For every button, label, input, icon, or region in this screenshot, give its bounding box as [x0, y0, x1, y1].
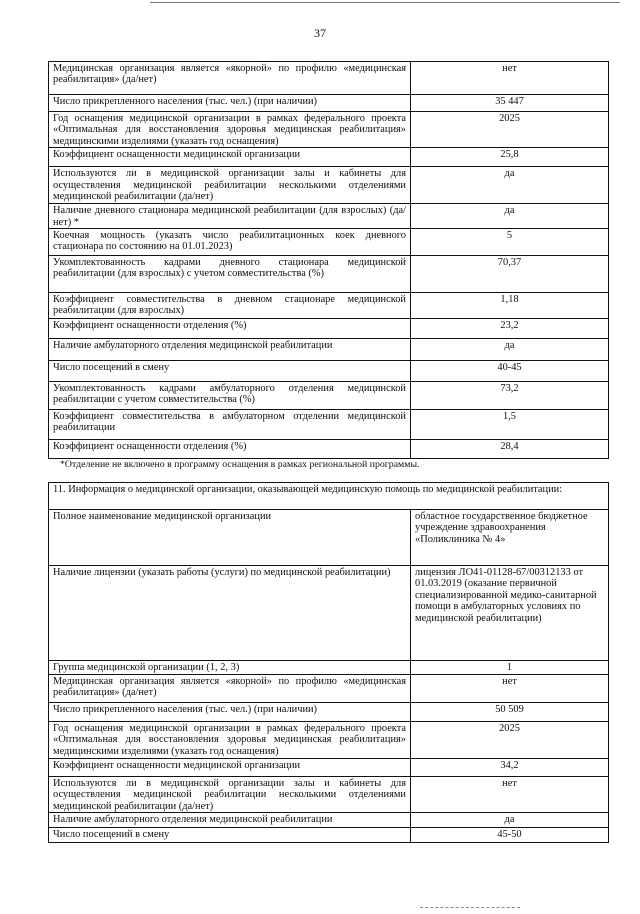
row-answer: 1,18	[411, 293, 609, 319]
table-row	[49, 293, 609, 319]
page-number: 37	[314, 26, 326, 40]
row-question: Медицинская организация является «якорной» по профилю «медицинская реабилитация» (да/нет)	[49, 675, 411, 703]
scan-artifact	[420, 907, 520, 908]
table-row	[49, 339, 609, 361]
row-answer: 5	[411, 229, 609, 256]
row-question: Используются ли в медицинской организации залы и кабинеты для осуществления медицинской реабилитации несколькими отделениями медицинской реабилитации (да/нет)	[49, 777, 411, 813]
table-row	[49, 148, 609, 167]
rehab-info-table-1	[48, 61, 609, 459]
row-question: Число посещений в смену	[49, 361, 411, 382]
table-row	[49, 62, 609, 95]
section-title-row	[49, 483, 609, 510]
row-answer: нет	[411, 675, 609, 703]
row-question: Год оснащения медицинской организации в рамках федерального проекта «Оптимальная для восстановления здоровья медицинская реабилитация» медицинскими изделиями (указать год оснащения)	[49, 722, 411, 759]
table-row	[49, 661, 609, 675]
row-question: Медицинская организация является «якорной» по профилю «медицинская реабилитация» (да/нет)	[49, 62, 411, 95]
table-row	[49, 167, 609, 204]
row-answer: 35 447	[411, 95, 609, 112]
table-row	[49, 410, 609, 440]
row-question: Год оснащения медицинской организации в рамках федерального проекта «Оптимальная для восстановления здоровья медицинская реабилитация» медицинскими изделиями (указать год оснащения)	[49, 112, 411, 148]
row-question: Используются ли в медицинской организации залы и кабинеты для осуществления медицинской реабилитации несколькими отделениями медицинской реабилитации (да/нет)	[49, 167, 411, 204]
row-answer: да	[411, 339, 609, 361]
table-row	[49, 229, 609, 256]
row-question: Коечная мощность (указать число реабилитационных коек дневного стационара по состоянию на 01.01.2023)	[49, 229, 411, 256]
table-row	[49, 566, 609, 661]
row-answer: 73,2	[411, 382, 609, 410]
row-answer: 50 509	[411, 703, 609, 722]
row-question: Коэффициент оснащенности медицинской организации	[49, 759, 411, 777]
row-answer: 2025	[411, 112, 609, 148]
row-question: Наличие лицензии (указать работы (услуги) по медицинской реабилитации)	[49, 566, 411, 661]
row-question: Наличие амбулаторного отделения медицинской реабилитации	[49, 339, 411, 361]
row-question: Коэффициент совместительства в дневном стационаре медицинской реабилитации (для взрослых)	[49, 293, 411, 319]
row-answer: лицензия ЛО41-01128-67/00312133 от 01.03.2019 (оказание первичной специализированной медико-санитарной помощи в амбулаторных условиях по медицинской реабилитации)	[411, 566, 609, 661]
row-answer: 1,5	[411, 410, 609, 440]
row-answer: нет	[411, 62, 609, 95]
row-answer: 28,4	[411, 440, 609, 459]
row-question: Коэффициент оснащенности медицинской организации	[49, 148, 411, 167]
table-row	[49, 759, 609, 777]
table-row	[49, 703, 609, 722]
table-row	[49, 813, 609, 828]
rehab-info-table-2	[48, 482, 609, 843]
row-answer: 34,2	[411, 759, 609, 777]
row-answer: 2025	[411, 722, 609, 759]
row-question: Наличие амбулаторного отделения медицинской реабилитации	[49, 813, 411, 828]
row-question: Коэффициент совместительства в амбулаторном отделении медицинской реабилитации	[49, 410, 411, 440]
row-question: Число прикрепленного населения (тыс. чел.) (при наличии)	[49, 703, 411, 722]
table-row	[49, 256, 609, 293]
row-answer: да	[411, 813, 609, 828]
row-answer: да	[411, 204, 609, 229]
row-question: Укомплектованность кадрами дневного стационара медицинской реабилитации (для взрослых) с учетом совместительства (%)	[49, 256, 411, 293]
row-answer: 45-50	[411, 828, 609, 843]
row-answer: 70,37	[411, 256, 609, 293]
row-answer: областное государственное бюджетное учреждение здравоохранения «Поликлиника № 4»	[411, 510, 609, 566]
row-question: Укомплектованность кадрами амбулаторного отделения медицинской реабилитации с учетом совместительства (%)	[49, 382, 411, 410]
footnote: *Отделение не включено в программу оснащения в рамках региональной программы.	[60, 459, 420, 470]
page-top-rule	[150, 2, 620, 3]
row-answer: 40-45	[411, 361, 609, 382]
table-row	[49, 510, 609, 566]
table-row	[49, 361, 609, 382]
row-answer: 23,2	[411, 319, 609, 339]
row-question: Коэффициент оснащенности отделения (%)	[49, 319, 411, 339]
row-question: Наличие дневного стационара медицинской реабилитации (для взрослых) (да/нет) *	[49, 204, 411, 229]
table-row	[49, 828, 609, 843]
row-question: Полное наименование медицинской организации	[49, 510, 411, 566]
row-question: Число посещений в смену	[49, 828, 411, 843]
row-answer: нет	[411, 777, 609, 813]
table-row	[49, 112, 609, 148]
row-answer: 1	[411, 661, 609, 675]
table-row	[49, 95, 609, 112]
table-row	[49, 722, 609, 759]
table-row	[49, 675, 609, 703]
table-row	[49, 440, 609, 459]
table-row	[49, 382, 609, 410]
row-question: Коэффициент оснащенности отделения (%)	[49, 440, 411, 459]
row-answer: 25,8	[411, 148, 609, 167]
table-row	[49, 777, 609, 813]
section-title: 11. Информация о медицинской организации, оказывающей медицинскую помощь по медицинской реабилитации:	[49, 483, 609, 510]
row-answer: да	[411, 167, 609, 204]
table-row	[49, 204, 609, 229]
table-row	[49, 319, 609, 339]
row-question: Группа медицинской организации (1, 2, 3)	[49, 661, 411, 675]
row-question: Число прикрепленного населения (тыс. чел.) (при наличии)	[49, 95, 411, 112]
